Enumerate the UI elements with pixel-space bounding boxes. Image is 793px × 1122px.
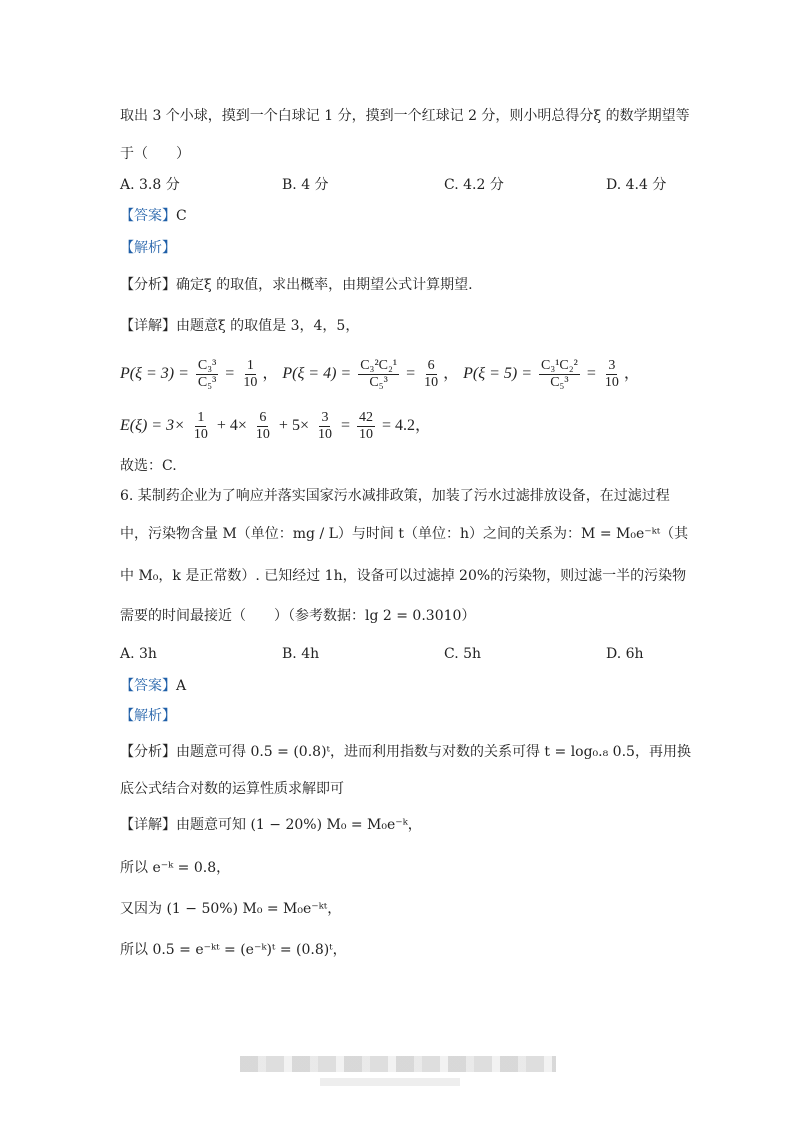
p4-result: $\frac{6}{10}$ [424,357,439,390]
fenxi-text: 确定ξ 的取值，求出概率，由期望公式计算期望. [176,277,473,293]
q5-option-c: C. 4.2 分 [444,177,504,193]
q6-step1: 所以 e⁻ᵏ = 0.8， [120,860,231,876]
answer-value: A [176,678,187,694]
q6-option-a: A. 3h [120,646,157,662]
p4-frac: $\frac{\text{C₃²C₂¹}}{\text{C₅³}}$ [360,357,398,390]
q6-analysis-tag: 【解析】 [120,708,176,724]
p3-lhs: P(ξ = 3) = [120,365,189,382]
q6-step2: 又因为 (1 − 50%) M₀ = M₀e⁻ᵏᵗ， [120,901,342,917]
q6-answer [120,676,186,696]
footer-watermark [240,1056,556,1072]
answer-tag: 【答案】 [120,678,176,694]
q6-option-b: B. 4h [282,646,320,662]
q6-option-c: C. 5h [444,646,482,662]
q5-expectation: E(ξ) = 3× $\frac{1}{10}$ + 4× $\frac{6}{10}$ + 5× $\frac{3}{10}$ = $\frac{42}{10}$ = 4.2， [120,409,432,442]
q5-stem-line2: 于（ ） [120,146,190,162]
q6-step3: 所以 0.5 = e⁻ᵏᵗ = (e⁻ᵏ)ᵗ = (0.8)ᵗ， [120,942,347,958]
q6-fenxi-line2: 底公式结合对数的运算性质求解即可 [120,781,344,797]
xiangjie-tag: 【详解】 [120,817,176,833]
q6-fenxi-line1 [120,742,691,762]
fenxi-tag: 【分析】 [120,744,176,760]
q5-probabilities: P(ξ = 3) = $\frac{\text{C₃³}}{\text{C₅³}}$ = $\frac{1}{10}$ ， P(ξ = 4) = $\frac{\text{C₃²C₂¹}}{\text{C₅³}}$ = $\frac{6}{10}$ ， P(ξ = 5) = $\frac{\text{C₃¹C₂²}}{\text{C₅³}}$ = $\frac{3}{10}$ ， [120,357,640,390]
q5-stem-line1: 取出 3 个小球，摸到一个白球记 1 分，摸到一个红球记 2 分，则小明总得分ξ 的数学期望等 [120,108,690,124]
q6-stem-line2: 中，污染物含量 M（单位：mg / L）与时间 t（单位：h）之间的关系为：M = M₀e⁻ᵏᵗ（其 [120,526,689,542]
fenxi-text: 由题意可得 0.5 = (0.8)ᵗ，进而利用指数与对数的关系可得 t = log₀.₈ 0.5，再用换 [176,744,691,760]
p3-result: $\frac{1}{10}$ [243,357,258,390]
p5-frac: $\frac{\text{C₃¹C₂²}}{\text{C₅³}}$ [540,357,578,390]
q5-analysis-tag: 【解析】 [120,240,176,256]
p3-frac: $\frac{\text{C₃³}}{\text{C₅³}}$ [197,357,217,390]
q6-stem-line4: 需要的时间最接近（ ）（参考数据：lg 2 = 0.3010） [120,608,476,624]
q5-answer [120,206,187,226]
p4-lhs: P(ξ = 4) = [282,365,352,382]
answer-tag: 【答案】 [120,208,176,224]
q5-conclusion: 故选：C. [120,458,177,474]
q6-option-d: D. 6h [606,646,644,662]
answer-value: C [176,208,187,224]
xiangjie-tag: 【详解】 [120,318,176,334]
q5-fenxi [120,275,473,295]
q6-xiangjie [120,815,422,835]
p5-lhs: P(ξ = 5) = [463,365,532,382]
q5-option-b: B. 4 分 [282,177,329,193]
p5-result: $\frac{3}{10}$ [604,357,619,390]
xiangjie-text: 由题意ξ 的取值是 3，4，5， [176,318,360,334]
fenxi-tag: 【分析】 [120,277,176,293]
footer-watermark-sub [320,1078,460,1086]
q6-stem-line3: 中 M₀，k 是正常数）. 已知经过 1h，设备可以过滤掉 20%的污染物，则过滤一半的污染物 [120,568,687,584]
q6-stem-line1: 6. 某制药企业为了响应并落实国家污水减排政策，加装了污水过滤排放设备，在过滤过程 [120,488,670,504]
xiangjie-text: 由题意可知 (1 − 20%) M₀ = M₀e⁻ᵏ， [176,817,422,833]
q5-xiangjie [120,316,359,336]
q5-option-d: D. 4.4 分 [606,177,667,193]
q5-option-a: A. 3.8 分 [120,177,180,193]
